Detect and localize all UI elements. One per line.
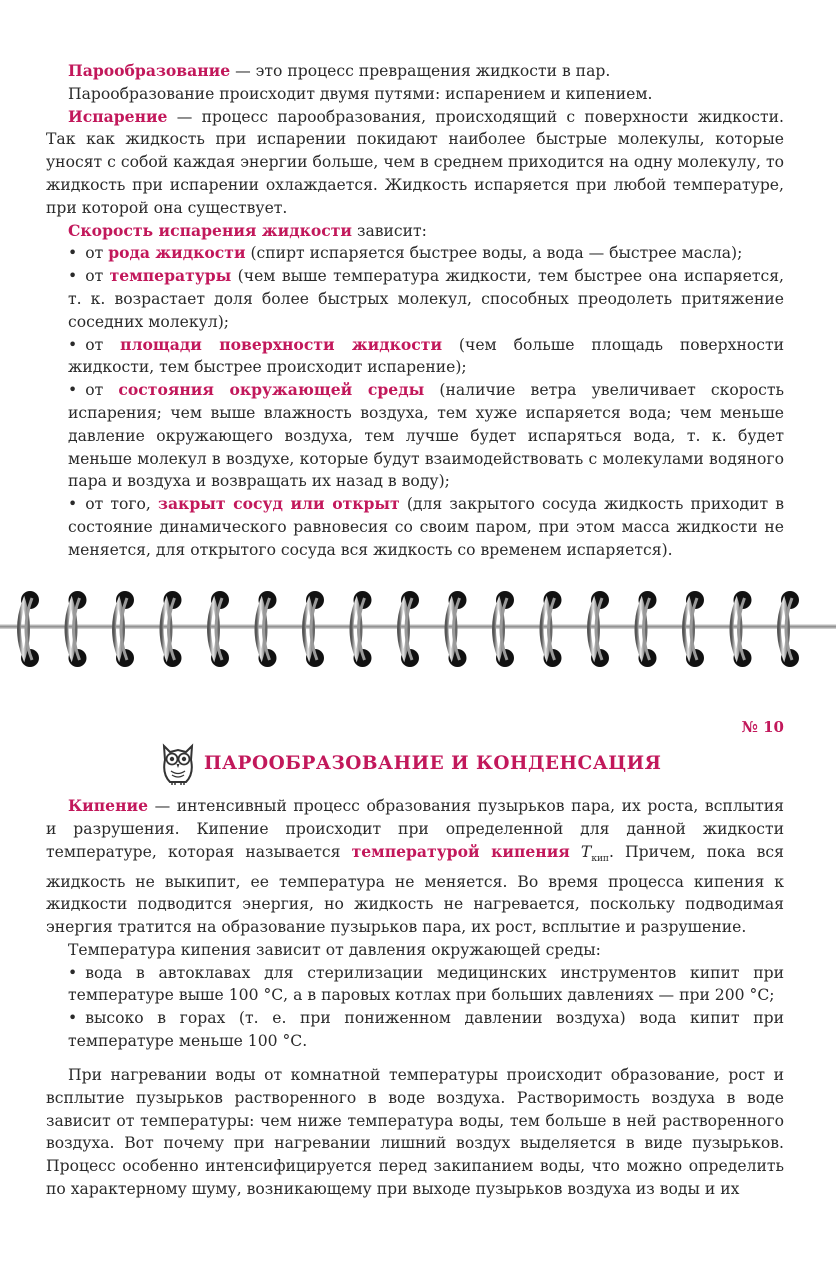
spiral-wire bbox=[0, 624, 836, 629]
bullet-text: от bbox=[85, 335, 121, 354]
bullet-text: высоко в горах (т. е. при пониженном давлении воздуха) вода кипит при температуре меньше 100 °С. bbox=[68, 1009, 784, 1051]
bullet-text: от того, bbox=[85, 495, 158, 514]
paragraph: Парообразование происходит двумя путями: испарением и кипением. bbox=[68, 84, 653, 103]
bullet-text: вода в автоклавах для стерилизации медицинских инструментов кипит при температуре выше 100 °С, а в паровых котлах при больших давлениях — при 200 °С; bbox=[68, 963, 784, 1005]
paragraph-text: — интенсивный процесс образования пузырьков пара, их роста, всплытия и разрушения. Кипение происходит при определенной для данной жидкости температуре, которая называется bbox=[46, 797, 784, 861]
bullet-dot: • bbox=[68, 495, 78, 514]
paragraph-text: — это процесс превращения жидкости в пар. bbox=[230, 62, 611, 80]
bullet-dot: • bbox=[68, 267, 78, 286]
bullet-dot: • bbox=[68, 335, 78, 354]
term: Парообразование bbox=[68, 61, 231, 80]
bullet-text: (чем больше площадь поверхности жидкости, тем быстрее происходит испарение); bbox=[68, 335, 784, 377]
bullet-text: (спирт испаряется быстрее воды, а вода — быстрее масла); bbox=[245, 244, 743, 263]
air-bubbles-text-block bbox=[46, 1064, 784, 1201]
paragraph-text: зависит: bbox=[351, 221, 427, 240]
bullet-item bbox=[46, 379, 784, 493]
term: рода жидкости bbox=[108, 243, 246, 263]
bullet-text: от bbox=[85, 267, 110, 286]
notebook-spiral-binding bbox=[0, 580, 836, 680]
paragraph bbox=[46, 106, 784, 220]
symbol-subscript: кип bbox=[591, 853, 609, 864]
paragraph-text: — процесс парообразования, происходящий с поверхности жидкости. Так как жидкость при испарении покидают наиболее быстрые молекулы, которые уносят с собой каждая энергии больше, чем в среднем приходится на одну молекулу, то жидкость при испарении охлаждается. Жидкость испаряется при любой температуре, при которой она существует. bbox=[46, 107, 784, 217]
bullet-dot: • bbox=[68, 244, 78, 263]
section-header bbox=[160, 740, 661, 786]
evaporation-text-block bbox=[46, 60, 784, 562]
term: закрыт сосуд или открыт bbox=[158, 494, 400, 514]
exercise-number: № 10 bbox=[741, 718, 784, 736]
bullet-text: (для закрытого сосуда жидкость приходит в состояние динамического равновесия со своим паром, при этом масса жидкости не меняется, для открытого сосуда вся жидкость со временем испаряется). bbox=[68, 495, 784, 559]
symbol: T bbox=[580, 842, 592, 861]
bullet-dot: • bbox=[68, 963, 78, 982]
bullet-text: (наличие ветра увеличивает скорость испарения; чем выше влажность воздуха, тем хуже испаряется вода; чем меньше давление окружающего воздуха, тем лучше будет испаряться вода, т. к. будет меньше молекул в воздухе, которые будут взаимодействовать с молекулами водяного пара и воздуха и возвращать их назад в воду); bbox=[68, 381, 784, 491]
paragraph-text: . Причем, пока вся жидкость не выкипит, ее температура не меняется. Во время процесса кипения к жидкости подводится энергия, но жидкость не нагревается, поскольку подводимая энергия тратится на образование пузырьков пара, их рост, всплытие и разрушение. bbox=[46, 842, 784, 937]
bullet-dot: • bbox=[68, 1009, 78, 1028]
owl-icon bbox=[160, 740, 196, 786]
term: температурой кипения bbox=[351, 841, 570, 861]
bullet-item bbox=[46, 1007, 784, 1053]
term: температуры bbox=[109, 266, 232, 286]
bullet-item bbox=[46, 265, 784, 333]
paragraph bbox=[46, 60, 784, 83]
bullet-dot: • bbox=[68, 381, 78, 400]
section-title: ПАРООБРАЗОВАНИЕ И КОНДЕНСАЦИЯ bbox=[204, 752, 662, 774]
boiling-text-block bbox=[46, 795, 784, 1053]
paragraph: При нагревании воды от комнатной температуры происходит образование, рост и всплытие пузырьков растворенного в воде воздуха. Растворимость воздуха в воде зависит от температуры: чем ниже температура воды, тем больше в ней растворенного воздуха. Вот почему при нагревании лишний воздух выделяется в виде пузырьков. Процесс особенно интенсифицируется перед закипанием воды, что можно определить по характерному шуму, возникающему при выходе пузырьков воздуха из воды и их bbox=[46, 1066, 784, 1198]
term: состояния окружающей среды bbox=[118, 380, 425, 400]
bullet-item bbox=[46, 242, 784, 265]
term: Скорость испарения жидкости bbox=[68, 220, 352, 240]
term: площади поверхности жидкости bbox=[120, 334, 443, 354]
bullet-text: от bbox=[85, 381, 119, 400]
paragraph: Температура кипения зависит от давления окружающей среды: bbox=[68, 940, 601, 959]
term: Кипение bbox=[68, 796, 148, 815]
bullet-text: (чем выше температура жидкости, тем быстрее она испаряется, т. к. возрастает доля более быстрых молекул, способных преодолеть притяжение соседних молекул); bbox=[68, 267, 784, 331]
bullet-item bbox=[46, 493, 784, 561]
bullet-item bbox=[46, 962, 784, 1008]
term: Испарение bbox=[68, 106, 168, 126]
paragraph bbox=[46, 220, 784, 243]
bullet-text: от bbox=[85, 244, 109, 263]
paragraph bbox=[46, 795, 784, 939]
bullet-item bbox=[46, 334, 784, 380]
